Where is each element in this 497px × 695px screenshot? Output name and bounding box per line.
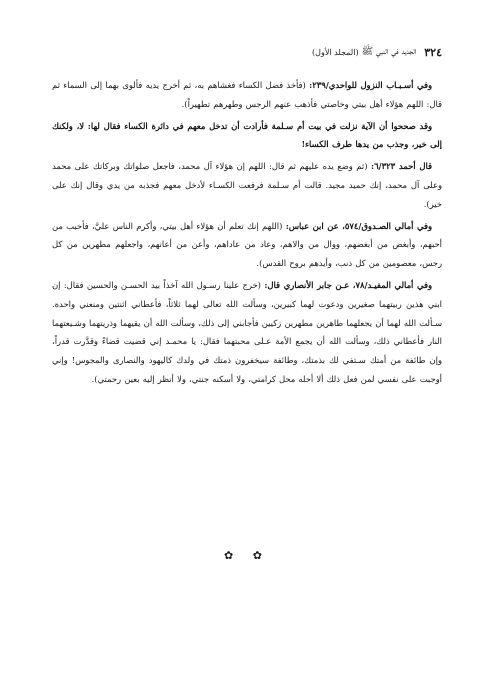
paragraph-amali-saduq (52, 217, 442, 273)
paragraph-lead: قال أحمد ٦/٣٢٣: (370, 161, 432, 172)
volume-label: (المجلد الأول) (312, 47, 359, 57)
paragraph-lead: وفي أمالي الصـدوق/٥٧٤، عن ابن عباس: (285, 220, 433, 231)
page-body (52, 76, 442, 392)
book-title: الجديد في النبي ﷺ (361, 46, 417, 57)
flower-ornament-icon: ✿ ✿ (224, 549, 270, 562)
paragraph-amali-mufid (52, 276, 442, 389)
paragraph-umm-salama (52, 117, 442, 155)
paragraph-lead: وفي أسـبـاب النزول للواحدي/٢٣٩: (309, 80, 432, 90)
running-header (52, 44, 442, 60)
paragraph-lead: وفي أمالي المفيـد/٧٨، عـن جابر الأنصاري قال: (264, 279, 433, 290)
book-page (52, 44, 442, 644)
paragraph-ahmad (52, 157, 442, 213)
paragraph-text: (فأخذ فضل الكساء فغشاهم به، ثم أخرج يديه فألوى بهما إلى السماء ثم قال: اللهم هؤلاء أهل بيتي وخاصتي فأذهب عنهم الرجس وطهرهم تطهيراً). (52, 80, 442, 109)
paragraph-text: وقد صححوا أن الآية نزلت في بيت أم سـلمة فأرادت أن تدخل معهم في دائرة الكساء فقال لها: لا، ولكنك إلى خير، وجذب من يدها طرف الكساء! (52, 120, 442, 150)
paragraph-text: (ثم وضع يده عليهم ثم قال: اللهم إن هؤلاء آل محمد، فاجعل صلواتك وبركاتك على محمد وعلى آل محمد، إنك حميد مجيد. قالت أم سـلمة فرفعت الكسـاء لأدخل معهم فجذبه من يدي وقال إنك على خير). (52, 161, 442, 209)
paragraph-text: (خرج علينا رسـول الله آخذاً بيد الحسـن والحسين فقال: إن ابني هذين ربيتهما صغيرين ودعوت لهما كبيرين، وسألت الله تعالى لهما ثلاثاً، فأعطاني اثنتين ومنعني واحدة. سـألت الله لهما أن يجعلهما طاهرين مطهرين زكيين فأجابني إلى ذلك، وسألت الله أن يقيهما وذريتهما وشـيعتهما النار فأعطاني ذلك، وسألت الله أن يجمع الأمة عـلى محبتهما فقال: يا محمـد إني قضيت قضاءً وقدَّرت قدراً، وإن طائفة من أمتك سـتفي لك بذمتك، وطائفة سيخفرون ذمتك في ولدك كاليهود والنصارى والمجوس! وإني أوجبت على نفسي لمن فعل ذلك ألا أحله محل كرامتي، ولا أسكنه جنتي، ولا أنظر إليه بعين رحمتي). (52, 279, 442, 384)
paragraph-text: (اللهم إنك تعلم أن هؤلاء أهل بيتي، وأكرم الناس عليَّ، فأحبب من أحبهم، وأبغض من أبغضهم، ووال من والاهم، وعاد من عاداهم، وأعن من أعانهم، واجعلهم مطهرين من كل رجس، معصومين من كل ذنب، وأيدهم بروح القدس). (52, 220, 442, 269)
paragraph-asbab-nuzul (52, 76, 442, 114)
page-number: ٣٢٤ (424, 45, 442, 59)
